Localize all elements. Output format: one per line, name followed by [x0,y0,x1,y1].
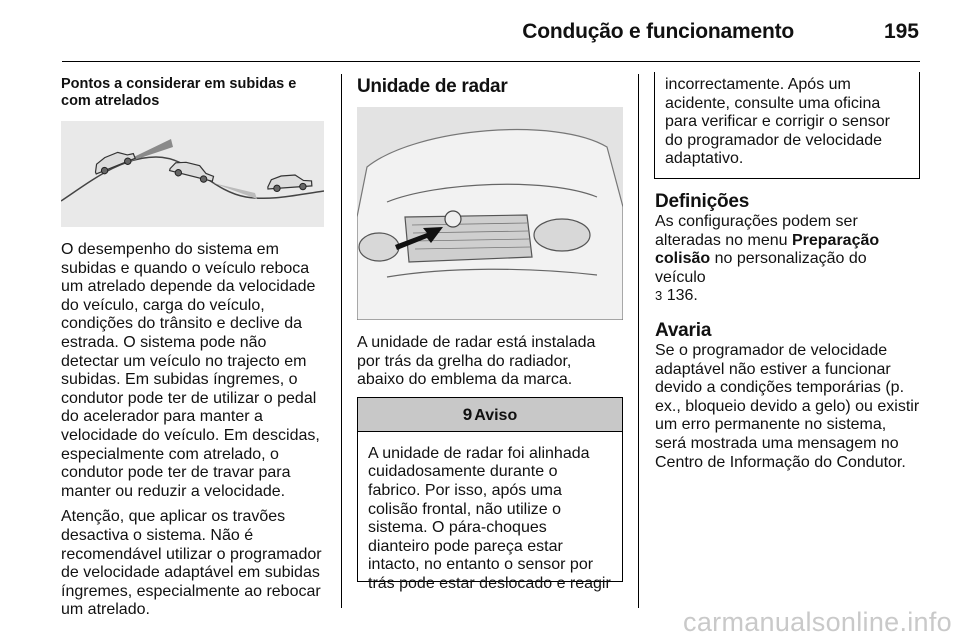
watermark: carmanualsonline.info [683,607,952,637]
warning-box-continued: incorrectamente. Após um acidente, consulte uma oficina para verificar e corrigir o sensor do programador de velocidade adaptativo. [654,72,920,179]
paragraph: O desempenho do sistema em subidas e quando o veículo reboca um atrelado depende da velocidade do veículo, carga do veículo, condições do trânsito e declive da estrada. O sistema pode não detectar um veículo no trajecto em subidas. Em subidas íngremes, o condutor pode ter de utilizar o pedal do acelerador para manter a velocidade do veículo. Em descidas, especialmente com atrelado, o condutor pode ter de travar para manter ou reduzir a velocidade. [61,241,320,500]
paragraph: A unidade de radar está instalada por trás da grelha do radiador, abaixo do emblema da marca. [357,334,596,389]
text: As configurações podem ser alteradas no menu [655,212,858,249]
column-divider-right [638,74,639,608]
warning-title: Aviso [474,406,518,424]
warning-icon: 9 [462,404,473,424]
heading-definitions: Definições [655,190,750,212]
paragraph-definitions [655,213,920,306]
heading-fault: Avaria [655,319,712,341]
warning-text: A unidade de radar foi alinhada cuidadosamente durante o fabrico. Por isso, após uma colisão frontal, não utilize o sistema. O pára-choques dianteiro pode pareça estar intacto, no entanto o sensor por trás pode estar deslocado e reagir [368,444,611,592]
page-ref: 136. [666,287,698,305]
paragraph-fault: Se o programador de velocidade adaptável não estiver a funcionar devido a condições temporárias (p. ex., bloqueio devido a gelo) ou existir um erro permanente no sistema, será mostrada uma mensagem no Centro de Informação do Condutor. [655,341,920,471]
paragraph: Atenção, que aplicar os travões desactiva o sistema. Não é recomendável utilizar o programador de velocidade adaptável em subidas íngremes, especialmente ao rebocar um atrelado. [61,508,322,619]
warning-box [357,397,623,592]
warning-header [358,398,622,432]
heading-radar-unit: Unidade de radar [357,76,508,97]
column-1 [61,76,325,627]
text: no personalização do veículo [655,250,867,286]
column-3 [655,76,920,479]
cars-on-hill-illustration [61,121,324,227]
page-ref-icon: 3 [655,288,663,304]
column-2 [357,76,622,592]
column-divider-left [341,74,342,608]
section-title: Condução e funcionamento [522,20,794,43]
menu-name: Preparação colisão [655,231,880,268]
header-rule [62,61,920,62]
subheading-hills-trailers: Pontos a considerar em subidas e com atrelados [61,76,297,109]
car-front-grille-radar-illustration [357,107,623,320]
page-number: 195 [883,20,919,43]
